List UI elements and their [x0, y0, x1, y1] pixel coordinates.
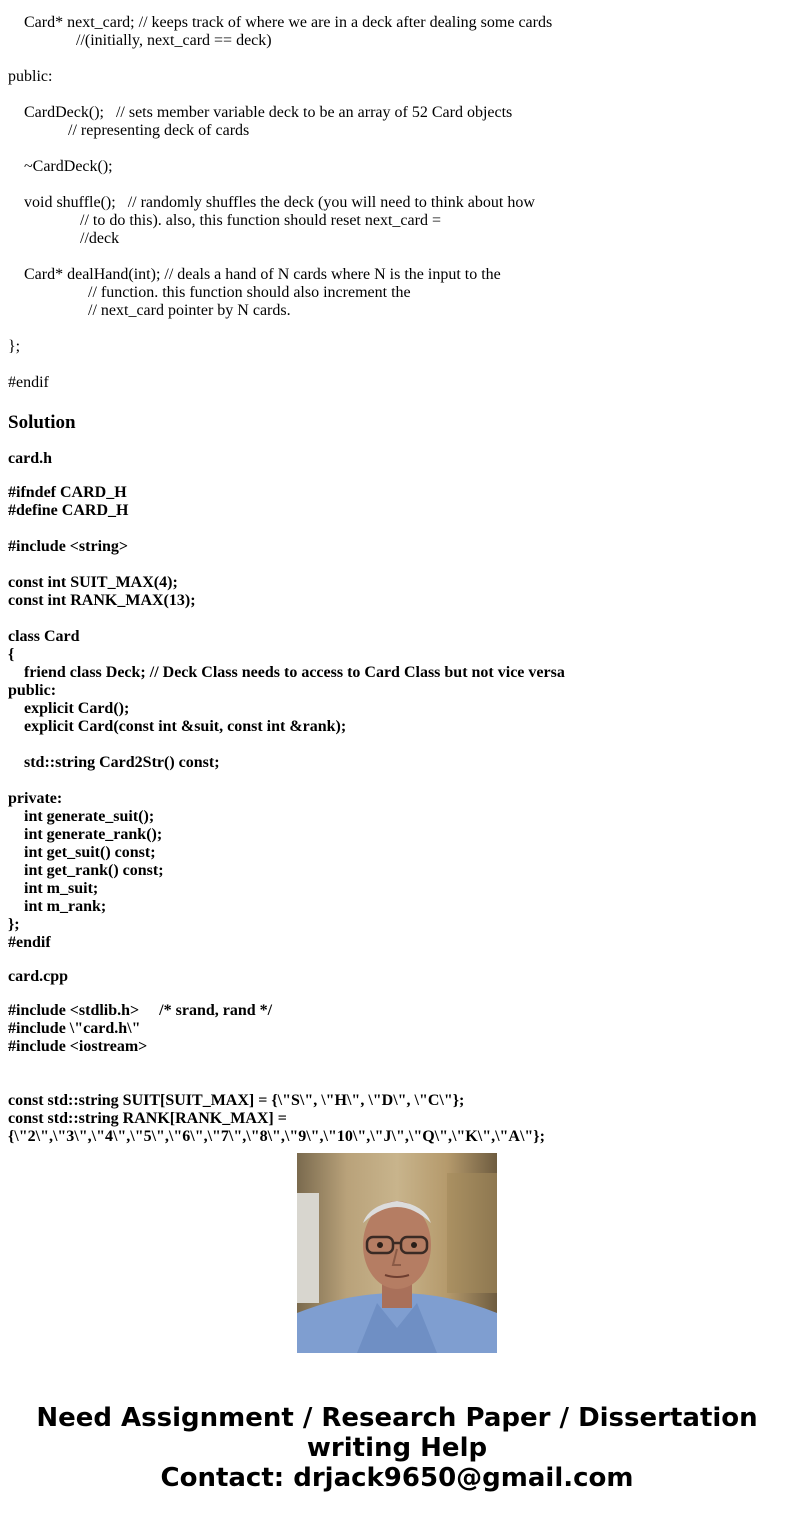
code-line: int get_suit() const; — [8, 844, 156, 861]
code-line: #include \"card.h\" — [8, 1020, 141, 1037]
code-line: #include <string> — [8, 538, 129, 555]
code-line: const int SUIT_MAX(4); — [8, 574, 178, 591]
code-line: // function. this function should also increment the — [8, 284, 411, 301]
footer-banner — [0, 1403, 794, 1493]
code-line: #ifndef CARD_H — [8, 484, 127, 501]
code-line: //(initially, next_card == deck) — [8, 32, 272, 49]
solution-heading: Solution — [8, 412, 76, 433]
code-line: public: — [8, 682, 57, 699]
code-line: const std::string RANK[RANK_MAX] = — [8, 1110, 287, 1127]
footer-contact: Contact: drjack9650@gmail.com — [160, 1463, 634, 1493]
code-line: {\"2\",\"3\",\"4\",\"5\",\"6\",\"7\",\"8\",\"9\",\"10\",\"J\",\"Q\",\"K\",\"A\"}; — [8, 1128, 545, 1145]
code-line: friend class Deck; // Deck Class needs to access to Card Class but not vice versa — [8, 664, 565, 681]
code-line — [8, 772, 788, 790]
code-line: class Card — [8, 628, 80, 645]
code-line: const int RANK_MAX(13); — [8, 592, 196, 609]
code-line: void shuffle(); // randomly shuffles the deck (you will need to think about how — [8, 194, 535, 211]
code-line: { — [8, 646, 15, 663]
code-line: explicit Card(); — [8, 700, 130, 717]
code-line: #include <stdlib.h> /* srand, rand */ — [8, 1002, 273, 1019]
code-line: }; — [8, 916, 20, 933]
code-line: int m_suit; — [8, 880, 99, 897]
code-line: std::string Card2Str() const; — [8, 754, 220, 771]
card-h-title: card.h — [8, 450, 52, 467]
code-line — [8, 556, 788, 574]
code-line — [8, 176, 788, 194]
code-line: #define CARD_H — [8, 502, 129, 519]
code-line: int generate_rank(); — [8, 826, 163, 843]
code-block-carddeck — [8, 14, 788, 392]
code-line — [8, 520, 788, 538]
code-line — [8, 610, 788, 628]
code-line — [8, 736, 788, 754]
code-line: CardDeck(); // sets member variable deck to be an array of 52 Card objects — [8, 104, 513, 121]
code-line: //deck — [8, 230, 120, 247]
code-line: // to do this). also, this function should reset next_card = — [8, 212, 441, 229]
code-block-card-cpp — [8, 1002, 788, 1146]
code-line: #endif — [8, 374, 49, 391]
code-line: Card* dealHand(int); // deals a hand of N cards where N is the input to the — [8, 266, 501, 283]
person-photo-icon — [297, 1153, 497, 1353]
code-line: ~CardDeck(); — [8, 158, 113, 175]
code-line — [8, 1074, 788, 1092]
code-line: #endif — [8, 934, 51, 951]
code-line: int get_rank() const; — [8, 862, 164, 879]
code-line: public: — [8, 68, 53, 85]
code-line — [8, 1056, 788, 1074]
code-line: int generate_suit(); — [8, 808, 155, 825]
code-line — [8, 248, 788, 266]
code-line: int m_rank; — [8, 898, 107, 915]
code-line — [8, 50, 788, 68]
code-line: Card* next_card; // keeps track of where we are in a deck after dealing some cards — [8, 14, 553, 31]
code-line: explicit Card(const int &suit, const int &rank); — [8, 718, 347, 735]
code-line — [8, 140, 788, 158]
code-line: // next_card pointer by N cards. — [8, 302, 291, 319]
code-line: private: — [8, 790, 63, 807]
code-line: }; — [8, 338, 21, 355]
code-block-card-h — [8, 484, 788, 952]
code-line: const std::string SUIT[SUIT_MAX] = {\"S\", \"H\", \"D\", \"C\"}; — [8, 1092, 465, 1109]
author-avatar — [297, 1153, 497, 1353]
code-line: #include <iostream> — [8, 1038, 148, 1055]
code-line — [8, 86, 788, 104]
card-cpp-title: card.cpp — [8, 968, 68, 985]
code-line — [8, 320, 788, 338]
code-line — [8, 356, 788, 374]
code-line: // representing deck of cards — [8, 122, 250, 139]
footer-line-2: writing Help — [306, 1433, 488, 1463]
document-content — [8, 14, 788, 1145]
footer-line-1: Need Assignment / Research Paper / Dissertation — [36, 1403, 758, 1433]
